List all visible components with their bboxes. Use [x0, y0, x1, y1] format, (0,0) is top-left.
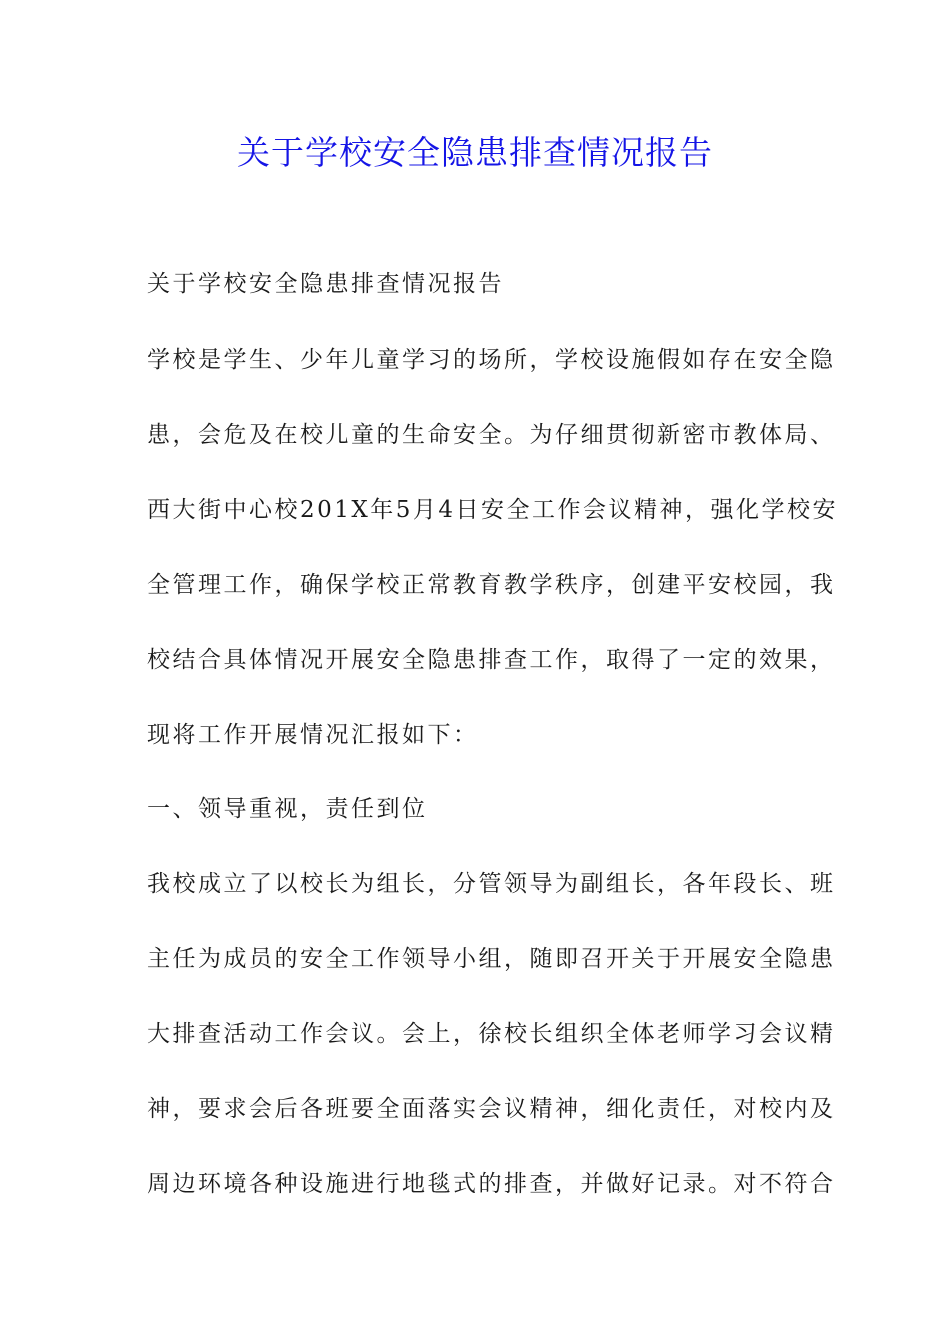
paragraph-line: 周边环境各种设施进行地毯式的排查，并做好记录。对不符合 [147, 1171, 836, 1197]
paragraph-line: 我校成立了以校长为组长，分管领导为副组长，各年段长、班 [147, 871, 836, 897]
section-heading: 一、领导重视，责任到位 [147, 796, 428, 822]
paragraph-line: 神，要求会后各班要全面落实会议精神，细化责任，对校内及 [147, 1096, 836, 1122]
subtitle-line: 关于学校安全隐患排查情况报告 [147, 271, 504, 297]
document-title: 关于学校安全隐患排查情况报告 [237, 133, 713, 172]
paragraph-line: 主任为成员的安全工作领导小组，随即召开关于开展安全隐患 [147, 946, 836, 972]
paragraph-line: 患，会危及在校儿童的生命安全。为仔细贯彻新密市教体局、 [147, 422, 836, 448]
paragraph-line: 大排查活动工作会议。会上，徐校长组织全体老师学习会议精 [147, 1021, 836, 1047]
paragraph-line: 全管理工作，确保学校正常教育教学秩序，创建平安校园，我 [147, 572, 836, 598]
paragraph-line: 现将工作开展情况汇报如下： [147, 722, 479, 748]
paragraph-line: 校结合具体情况开展安全隐患排查工作，取得了一定的效果， [147, 647, 836, 673]
paragraph-line: 学校是学生、少年儿童学习的场所，学校设施假如存在安全隐 [147, 347, 836, 373]
paragraph-line: 西大街中心校201X年5月4日安全工作会议精神，强化学校安 [147, 497, 839, 523]
